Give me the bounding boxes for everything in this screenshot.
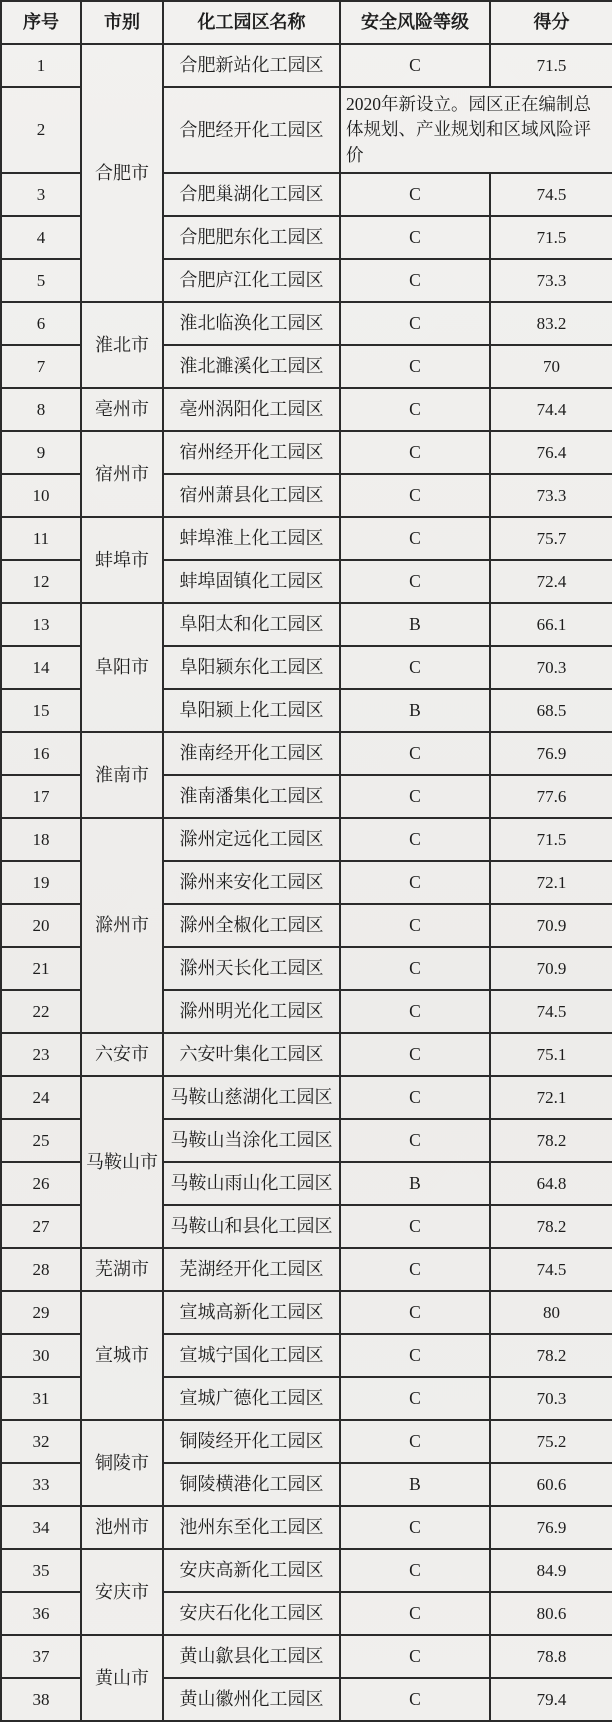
park-name-cell: 蚌埠淮上化工园区 bbox=[163, 517, 340, 560]
score-cell: 80 bbox=[490, 1291, 612, 1334]
risk-grade-cell: C bbox=[340, 1549, 490, 1592]
score-cell: 76.4 bbox=[490, 431, 612, 474]
park-name-cell: 滁州定远化工园区 bbox=[163, 818, 340, 861]
park-name-cell: 马鞍山雨山化工园区 bbox=[163, 1162, 340, 1205]
park-name-cell: 亳州涡阳化工园区 bbox=[163, 388, 340, 431]
park-name-cell: 宣城高新化工园区 bbox=[163, 1291, 340, 1334]
risk-grade-cell: C bbox=[340, 302, 490, 345]
score-cell: 66.1 bbox=[490, 603, 612, 646]
risk-grade-cell: C bbox=[340, 1506, 490, 1549]
risk-grade-cell: C bbox=[340, 259, 490, 302]
city-cell: 宣城市 bbox=[81, 1291, 163, 1420]
score-cell: 84.9 bbox=[490, 1549, 612, 1592]
risk-grade-cell: C bbox=[340, 947, 490, 990]
score-cell: 73.3 bbox=[490, 259, 612, 302]
header-seq: 序号 bbox=[1, 1, 81, 44]
seq-cell: 34 bbox=[1, 1506, 81, 1549]
seq-cell: 23 bbox=[1, 1033, 81, 1076]
score-cell: 74.5 bbox=[490, 1248, 612, 1291]
score-cell: 71.5 bbox=[490, 818, 612, 861]
seq-cell: 36 bbox=[1, 1592, 81, 1635]
table-row bbox=[1, 1076, 612, 1119]
park-name-cell: 马鞍山和县化工园区 bbox=[163, 1205, 340, 1248]
table-row bbox=[1, 302, 612, 345]
seq-cell: 27 bbox=[1, 1205, 81, 1248]
score-cell: 80.6 bbox=[490, 1592, 612, 1635]
table-header bbox=[1, 1, 612, 44]
seq-cell: 14 bbox=[1, 646, 81, 689]
city-cell: 黄山市 bbox=[81, 1635, 163, 1721]
park-name-cell: 宿州经开化工园区 bbox=[163, 431, 340, 474]
risk-grade-cell: C bbox=[340, 1635, 490, 1678]
header-row bbox=[1, 1, 612, 44]
table-row bbox=[1, 1549, 612, 1592]
score-cell: 83.2 bbox=[490, 302, 612, 345]
risk-grade-cell: C bbox=[340, 1334, 490, 1377]
park-name-cell: 安庆高新化工园区 bbox=[163, 1549, 340, 1592]
seq-cell: 7 bbox=[1, 345, 81, 388]
score-cell: 64.8 bbox=[490, 1162, 612, 1205]
header-park: 化工园区名称 bbox=[163, 1, 340, 44]
table-row bbox=[1, 44, 612, 87]
note-cell: 2020年新设立。园区正在编制总体规划、产业规划和区域风险评价 bbox=[340, 87, 612, 173]
score-cell: 72.1 bbox=[490, 1076, 612, 1119]
header-city: 市别 bbox=[81, 1, 163, 44]
score-cell: 75.1 bbox=[490, 1033, 612, 1076]
park-name-cell: 滁州明光化工园区 bbox=[163, 990, 340, 1033]
score-cell: 76.9 bbox=[490, 732, 612, 775]
seq-cell: 8 bbox=[1, 388, 81, 431]
seq-cell: 28 bbox=[1, 1248, 81, 1291]
score-cell: 70.9 bbox=[490, 904, 612, 947]
park-name-cell: 淮南经开化工园区 bbox=[163, 732, 340, 775]
score-cell: 70.3 bbox=[490, 646, 612, 689]
score-cell: 78.2 bbox=[490, 1119, 612, 1162]
risk-grade-cell: B bbox=[340, 689, 490, 732]
park-name-cell: 合肥经开化工园区 bbox=[163, 87, 340, 173]
seq-cell: 11 bbox=[1, 517, 81, 560]
park-name-cell: 宣城广德化工园区 bbox=[163, 1377, 340, 1420]
risk-grade-cell: C bbox=[340, 1033, 490, 1076]
score-cell: 73.3 bbox=[490, 474, 612, 517]
seq-cell: 15 bbox=[1, 689, 81, 732]
city-cell: 合肥市 bbox=[81, 44, 163, 302]
risk-grade-cell: C bbox=[340, 517, 490, 560]
table-body bbox=[1, 44, 612, 1721]
park-name-cell: 合肥巢湖化工园区 bbox=[163, 173, 340, 216]
park-name-cell: 马鞍山慈湖化工园区 bbox=[163, 1076, 340, 1119]
city-cell: 马鞍山市 bbox=[81, 1076, 163, 1248]
seq-cell: 22 bbox=[1, 990, 81, 1033]
risk-grade-cell: B bbox=[340, 1162, 490, 1205]
score-cell: 74.5 bbox=[490, 990, 612, 1033]
score-cell: 78.2 bbox=[490, 1205, 612, 1248]
score-cell: 70.9 bbox=[490, 947, 612, 990]
risk-grade-cell: C bbox=[340, 1119, 490, 1162]
seq-cell: 20 bbox=[1, 904, 81, 947]
risk-grade-cell: C bbox=[340, 560, 490, 603]
park-name-cell: 合肥肥东化工园区 bbox=[163, 216, 340, 259]
city-cell: 淮南市 bbox=[81, 732, 163, 818]
table-row bbox=[1, 1635, 612, 1678]
table-row bbox=[1, 1033, 612, 1076]
city-cell: 亳州市 bbox=[81, 388, 163, 431]
seq-cell: 12 bbox=[1, 560, 81, 603]
seq-cell: 2 bbox=[1, 87, 81, 173]
seq-cell: 10 bbox=[1, 474, 81, 517]
risk-grade-cell: B bbox=[340, 603, 490, 646]
city-cell: 六安市 bbox=[81, 1033, 163, 1076]
seq-cell: 9 bbox=[1, 431, 81, 474]
risk-grade-cell: C bbox=[340, 861, 490, 904]
city-cell: 铜陵市 bbox=[81, 1420, 163, 1506]
score-cell: 75.2 bbox=[490, 1420, 612, 1463]
risk-grade-cell: C bbox=[340, 818, 490, 861]
score-cell: 76.9 bbox=[490, 1506, 612, 1549]
park-name-cell: 黄山歙县化工园区 bbox=[163, 1635, 340, 1678]
score-cell: 72.1 bbox=[490, 861, 612, 904]
score-cell: 77.6 bbox=[490, 775, 612, 818]
seq-cell: 1 bbox=[1, 44, 81, 87]
table-row bbox=[1, 1248, 612, 1291]
seq-cell: 19 bbox=[1, 861, 81, 904]
park-name-cell: 阜阳太和化工园区 bbox=[163, 603, 340, 646]
seq-cell: 35 bbox=[1, 1549, 81, 1592]
table-row bbox=[1, 603, 612, 646]
seq-cell: 38 bbox=[1, 1678, 81, 1721]
risk-grade-cell: C bbox=[340, 44, 490, 87]
score-cell: 74.5 bbox=[490, 173, 612, 216]
table-row bbox=[1, 431, 612, 474]
seq-cell: 32 bbox=[1, 1420, 81, 1463]
city-cell: 阜阳市 bbox=[81, 603, 163, 732]
park-name-cell: 阜阳颍上化工园区 bbox=[163, 689, 340, 732]
park-name-cell: 铜陵横港化工园区 bbox=[163, 1463, 340, 1506]
score-cell: 60.6 bbox=[490, 1463, 612, 1506]
seq-cell: 33 bbox=[1, 1463, 81, 1506]
table-row bbox=[1, 1291, 612, 1334]
city-cell: 安庆市 bbox=[81, 1549, 163, 1635]
park-name-cell: 滁州天长化工园区 bbox=[163, 947, 340, 990]
risk-grade-cell: C bbox=[340, 1076, 490, 1119]
header-score: 得分 bbox=[490, 1, 612, 44]
seq-cell: 16 bbox=[1, 732, 81, 775]
park-name-cell: 合肥新站化工园区 bbox=[163, 44, 340, 87]
seq-cell: 5 bbox=[1, 259, 81, 302]
score-cell: 72.4 bbox=[490, 560, 612, 603]
table-row bbox=[1, 1506, 612, 1549]
city-cell: 滁州市 bbox=[81, 818, 163, 1033]
seq-cell: 6 bbox=[1, 302, 81, 345]
seq-cell: 31 bbox=[1, 1377, 81, 1420]
score-cell: 75.7 bbox=[490, 517, 612, 560]
table-row bbox=[1, 732, 612, 775]
city-cell: 池州市 bbox=[81, 1506, 163, 1549]
park-name-cell: 安庆石化化工园区 bbox=[163, 1592, 340, 1635]
header-grade: 安全风险等级 bbox=[340, 1, 490, 44]
risk-grade-cell: C bbox=[340, 1248, 490, 1291]
risk-grade-cell: C bbox=[340, 173, 490, 216]
seq-cell: 25 bbox=[1, 1119, 81, 1162]
score-cell: 79.4 bbox=[490, 1678, 612, 1721]
seq-cell: 37 bbox=[1, 1635, 81, 1678]
seq-cell: 24 bbox=[1, 1076, 81, 1119]
park-name-cell: 黄山徽州化工园区 bbox=[163, 1678, 340, 1721]
risk-grade-cell: C bbox=[340, 732, 490, 775]
park-name-cell: 合肥庐江化工园区 bbox=[163, 259, 340, 302]
seq-cell: 21 bbox=[1, 947, 81, 990]
seq-cell: 30 bbox=[1, 1334, 81, 1377]
park-name-cell: 芜湖经开化工园区 bbox=[163, 1248, 340, 1291]
score-cell: 71.5 bbox=[490, 44, 612, 87]
park-name-cell: 宣城宁国化工园区 bbox=[163, 1334, 340, 1377]
park-name-cell: 宿州萧县化工园区 bbox=[163, 474, 340, 517]
park-name-cell: 阜阳颍东化工园区 bbox=[163, 646, 340, 689]
park-name-cell: 淮北濉溪化工园区 bbox=[163, 345, 340, 388]
city-cell: 芜湖市 bbox=[81, 1248, 163, 1291]
risk-grade-cell: C bbox=[340, 1678, 490, 1721]
seq-cell: 17 bbox=[1, 775, 81, 818]
table-row bbox=[1, 388, 612, 431]
risk-grade-cell: C bbox=[340, 431, 490, 474]
risk-grade-cell: C bbox=[340, 1377, 490, 1420]
score-cell: 78.2 bbox=[490, 1334, 612, 1377]
city-cell: 蚌埠市 bbox=[81, 517, 163, 603]
risk-grade-cell: C bbox=[340, 1592, 490, 1635]
city-cell: 宿州市 bbox=[81, 431, 163, 517]
risk-grade-cell: B bbox=[340, 1463, 490, 1506]
city-cell: 淮北市 bbox=[81, 302, 163, 388]
table-row bbox=[1, 1420, 612, 1463]
risk-grade-cell: C bbox=[340, 1205, 490, 1248]
seq-cell: 18 bbox=[1, 818, 81, 861]
score-cell: 74.4 bbox=[490, 388, 612, 431]
table-row bbox=[1, 818, 612, 861]
seq-cell: 4 bbox=[1, 216, 81, 259]
park-name-cell: 滁州来安化工园区 bbox=[163, 861, 340, 904]
park-name-cell: 滁州全椒化工园区 bbox=[163, 904, 340, 947]
park-name-cell: 淮南潘集化工园区 bbox=[163, 775, 340, 818]
park-name-cell: 蚌埠固镇化工园区 bbox=[163, 560, 340, 603]
risk-grade-cell: C bbox=[340, 1420, 490, 1463]
risk-grade-cell: C bbox=[340, 345, 490, 388]
park-name-cell: 池州东至化工园区 bbox=[163, 1506, 340, 1549]
risk-grade-cell: C bbox=[340, 904, 490, 947]
score-cell: 70 bbox=[490, 345, 612, 388]
risk-grade-cell: C bbox=[340, 1291, 490, 1334]
park-name-cell: 马鞍山当涂化工园区 bbox=[163, 1119, 340, 1162]
table-row bbox=[1, 517, 612, 560]
score-cell: 71.5 bbox=[490, 216, 612, 259]
score-cell: 78.8 bbox=[490, 1635, 612, 1678]
seq-cell: 29 bbox=[1, 1291, 81, 1334]
risk-grade-cell: C bbox=[340, 990, 490, 1033]
score-cell: 68.5 bbox=[490, 689, 612, 732]
score-cell: 70.3 bbox=[490, 1377, 612, 1420]
seq-cell: 26 bbox=[1, 1162, 81, 1205]
risk-grade-cell: C bbox=[340, 646, 490, 689]
risk-grade-cell: C bbox=[340, 775, 490, 818]
seq-cell: 13 bbox=[1, 603, 81, 646]
park-name-cell: 淮北临涣化工园区 bbox=[163, 302, 340, 345]
park-name-cell: 六安叶集化工园区 bbox=[163, 1033, 340, 1076]
park-name-cell: 铜陵经开化工园区 bbox=[163, 1420, 340, 1463]
risk-grade-cell: C bbox=[340, 388, 490, 431]
risk-grade-cell: C bbox=[340, 474, 490, 517]
risk-grade-cell: C bbox=[340, 216, 490, 259]
seq-cell: 3 bbox=[1, 173, 81, 216]
